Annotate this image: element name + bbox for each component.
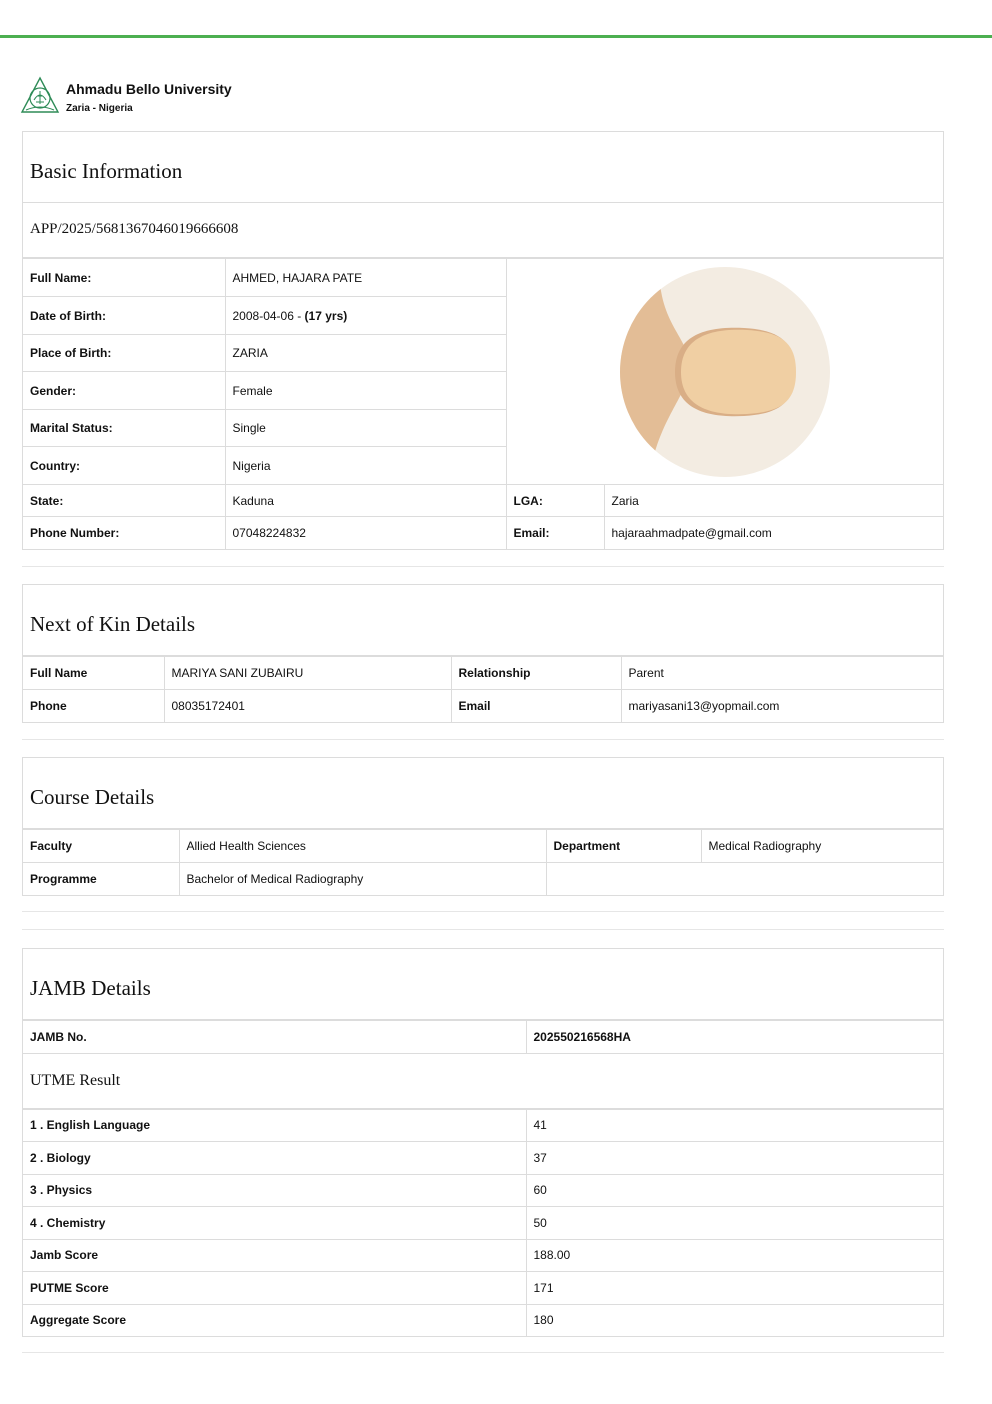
phone-number-value: 07048224832: [225, 517, 506, 549]
faculty-value: Allied Health Sciences: [179, 830, 546, 863]
faculty-label: Faculty: [23, 830, 179, 863]
basic-information-table: [23, 258, 943, 549]
email-value: hajaraahmadpate@gmail.com: [604, 517, 943, 549]
kin-phone-label: Phone: [23, 690, 164, 722]
subject-score: 41: [526, 1109, 943, 1141]
date-of-birth-label: Date of Birth:: [23, 297, 225, 335]
jamb-number-label: JAMB No.: [23, 1021, 526, 1053]
date-of-birth-date: 2008-04-06 -: [232, 308, 305, 323]
basic-information-panel: [22, 131, 944, 550]
age-value: (17 yrs): [304, 308, 348, 323]
subject-score: 50: [526, 1206, 943, 1239]
lga-label: LGA:: [506, 485, 604, 517]
university-location: Zaria - Nigeria: [66, 103, 133, 114]
subject-label: 3 . Physics: [23, 1174, 526, 1206]
aggregate-score-label: Aggregate Score: [23, 1304, 526, 1336]
place-of-birth-label: Place of Birth:: [23, 335, 225, 372]
photo-cell: [506, 259, 943, 485]
kin-relationship-value: Parent: [621, 657, 943, 690]
lga-value: Zaria: [604, 485, 943, 517]
next-of-kin-panel: [22, 584, 944, 723]
full-name-value: AHMED, HAJARA PATE: [225, 259, 506, 297]
jamb-score-label: Jamb Score: [23, 1239, 526, 1271]
subject-label: 1 . English Language: [23, 1109, 526, 1141]
full-name-label: Full Name:: [23, 259, 225, 297]
next-of-kin-title: Next of Kin Details: [23, 585, 943, 656]
course-details-title: Course Details: [23, 758, 943, 829]
subject-score: 37: [526, 1141, 943, 1174]
country-label: Country:: [23, 447, 225, 485]
kin-email-value: mariyasani13@yopmail.com: [621, 690, 943, 722]
putme-score-label: PUTME Score: [23, 1271, 526, 1304]
aggregate-score-value: 180: [526, 1304, 943, 1336]
gender-label: Gender:: [23, 372, 225, 410]
empty-cell: [546, 863, 943, 895]
jamb-score-value: 188.00: [526, 1239, 943, 1271]
utme-result-title: UTME Result: [23, 1053, 943, 1109]
kin-full-name-label: Full Name: [23, 657, 164, 690]
section-divider: [22, 739, 944, 740]
section-divider: [22, 911, 944, 912]
jamb-details-panel: [22, 948, 944, 1337]
marital-status-label: Marital Status:: [23, 410, 225, 447]
phone-number-label: Phone Number:: [23, 517, 225, 549]
next-of-kin-table: [23, 656, 943, 722]
kin-full-name-value: MARIYA SANI ZUBAIRU: [164, 657, 451, 690]
gender-value: Female: [225, 372, 506, 410]
section-divider: [22, 1352, 944, 1353]
jamb-number-table: [23, 1020, 943, 1053]
jamb-details-title: JAMB Details: [23, 949, 943, 1020]
email-label: Email:: [506, 517, 604, 549]
programme-label: Programme: [23, 863, 179, 895]
place-of-birth-value: ZARIA: [225, 335, 506, 372]
application-number: APP/2025/5681367046019666608: [23, 203, 943, 258]
university-crest-icon: [20, 76, 60, 114]
kin-phone-value: 08035172401: [164, 690, 451, 722]
programme-value: Bachelor of Medical Radiography: [179, 863, 546, 895]
top-accent-bar: [0, 35, 992, 38]
section-divider: [22, 566, 944, 567]
putme-score-value: 171: [526, 1271, 943, 1304]
utme-result-table: [23, 1109, 943, 1337]
jamb-number-value: 202550216568HA: [526, 1021, 943, 1053]
state-label: State:: [23, 485, 225, 517]
university-name: Ahmadu Bello University: [66, 81, 232, 97]
basic-information-title: Basic Information: [23, 132, 943, 203]
subject-label: 2 . Biology: [23, 1141, 526, 1174]
kin-relationship-label: Relationship: [451, 657, 621, 690]
kin-email-label: Email: [451, 690, 621, 722]
subject-score: 60: [526, 1174, 943, 1206]
country-value: Nigeria: [225, 447, 506, 485]
course-details-panel: [22, 757, 944, 896]
applicant-photo-placeholder-icon: [619, 266, 831, 478]
marital-status-value: Single: [225, 410, 506, 447]
subject-label: 4 . Chemistry: [23, 1206, 526, 1239]
department-label: Department: [546, 830, 701, 863]
department-value: Medical Radiography: [701, 830, 943, 863]
course-details-table: [23, 829, 943, 895]
section-divider: [22, 929, 944, 930]
date-of-birth-value: [225, 297, 506, 335]
state-value: Kaduna: [225, 485, 506, 517]
